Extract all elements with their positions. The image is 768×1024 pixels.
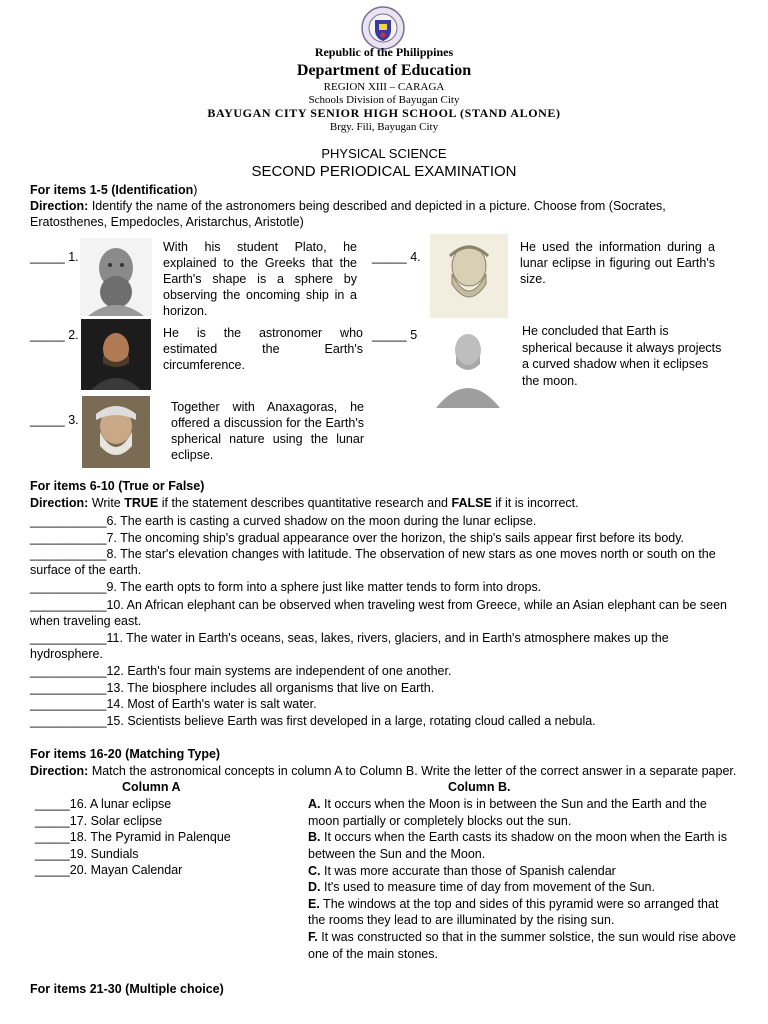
item5-blank: _____ 5: [372, 328, 418, 342]
choice-b-cont: between the Sun and the Moon.: [308, 847, 486, 861]
republic-line: Republic of the Philippines: [314, 45, 454, 59]
section1-direction: Direction: Identify the name of the astronomers being described and depicted in a picture. Choose from (Socrates,: [30, 199, 666, 213]
deped-seal-icon: [357, 6, 409, 50]
section3-direction: Direction: Match the astronomical concepts in column A to Column B. Write the letter of the correct answer in a separate paper.: [30, 764, 737, 778]
tf-item-9: ___________9. The earth opts to form into a sphere just like matter tends to form into drops.: [30, 580, 542, 594]
match-item-18: _____18. The Pyramid in Palenque: [35, 830, 231, 844]
section4-title: For items 21-30 (Multiple choice): [30, 982, 224, 996]
subject-title: PHYSICAL SCIENCE: [321, 146, 447, 161]
department-title: Department of Education: [296, 62, 472, 79]
section2-title: For items 6-10 (True or False): [30, 479, 205, 493]
tf-item-13: ___________13. The biosphere includes all organisms that live on Earth.: [30, 681, 435, 695]
choice-a: A. It occurs when the Moon is in between the Sun and the Earth and the: [308, 797, 707, 811]
match-item-19: _____19. Sundials: [35, 847, 139, 861]
region-line: REGION XIII – CARAGA: [323, 81, 445, 93]
section2-direction: Direction: Write TRUE if the statement describes quantitative research and FALSE if it is incorrect.: [30, 496, 579, 510]
tf-item-8-cont: surface of the earth.: [30, 563, 142, 577]
choice-b: B. It occurs when the Earth casts its shadow on the moon when the Earth is: [308, 830, 727, 844]
school-name: BAYUGAN CITY SENIOR HIGH SCHOOL (STAND ALONE): [207, 106, 561, 120]
tf-item-10: ___________10. An African elephant can be observed when traveling west from Greece, while an Asian elephant can be seen: [30, 598, 728, 612]
school-address: Brgy. Fili, Bayugan City: [329, 121, 439, 133]
tf-item-6: ___________6. The earth is casting a curved shadow on the moon during the lunar eclipse.: [30, 514, 537, 528]
choice-f-cont: one of the main stones.: [308, 947, 438, 961]
eratosthenes-portrait-icon: [81, 319, 151, 390]
item4-blank: _____ 4.: [372, 250, 421, 264]
item1-text: With his student Plato, he explained to the Greeks that the Earth's shape is a sphere by observing the oncoming ship in a horizon.: [163, 240, 357, 318]
item2-text: He is the astronomer who estimated the Earth's circumference.: [163, 326, 363, 372]
choice-a-cont: moon partially or completely blocks out the sun.: [308, 814, 572, 828]
item2-blank: _____ 2.: [30, 328, 79, 342]
item3-blank: _____ 3.: [30, 413, 79, 427]
match-item-17: _____17. Solar eclipse: [35, 814, 163, 828]
tf-item-10-cont: when traveling east.: [30, 614, 142, 628]
tf-item-12: ___________12. Earth's four main systems are independent of one another.: [30, 664, 452, 678]
column-a-title: Column A: [122, 780, 181, 794]
choice-c: C. It was more accurate than those of Spanish calendar: [308, 864, 616, 878]
socrates-portrait-icon: [80, 238, 152, 316]
section1-title: For items 1-5 (Identification): [30, 183, 198, 197]
aristarchus-portrait-icon: [430, 234, 508, 318]
aristotle-portrait-icon: [428, 322, 508, 408]
section1-direction-cont: Eratosthenes, Empedocles, Aristarchus, Aristotle): [30, 215, 304, 229]
division-line: Schools Division of Bayugan City: [308, 94, 460, 106]
tf-item-7: ___________7. The oncoming ship's gradual appearance over the horizon, the ship's sails appear first before its body.: [30, 531, 685, 545]
exam-title: SECOND PERIODICAL EXAMINATION: [251, 163, 517, 180]
tf-item-11: ___________11. The water in Earth's oceans, seas, lakes, rivers, glaciers, and in Earth's atmosphere makes up the: [30, 631, 669, 645]
match-item-16: _____16. A lunar eclipse: [35, 797, 172, 811]
tf-item-8: ___________8. The star's elevation changes with latitude. The observation of new stars as one moves north or south on the: [30, 547, 716, 561]
empedocles-portrait-icon: [82, 396, 150, 468]
item5-text: He concluded that Earth is spherical because it always projects a curved shadow when it eclipses the moon.: [522, 324, 722, 388]
tf-item-14: ___________14. Most of Earth's water is salt water.: [30, 697, 317, 711]
tf-item-11-cont: hydrosphere.: [30, 647, 103, 661]
match-item-20: _____20. Mayan Calendar: [35, 863, 183, 877]
section3-title: For items 16-20 (Matching Type): [30, 747, 221, 761]
choice-e: E. The windows at the top and sides of this pyramid were so arranged that: [308, 897, 719, 911]
tf-item-15: ___________15. Scientists believe Earth was first developed in a large, rotating cloud called a nebula.: [30, 714, 596, 728]
item1-blank: _____ 1.: [30, 250, 79, 264]
column-b-title: Column B.: [448, 780, 511, 794]
item4-text: He used the information during a lunar eclipse in figuring out Earth's size.: [520, 240, 715, 286]
choice-f: F. It was constructed so that in the summer solstice, the sun would rise above: [308, 930, 736, 944]
choice-d: D. It's used to measure time of day from movement of the Sun.: [308, 880, 655, 894]
choice-e-cont: the rooms they lead to are illuminated by the rising sun.: [308, 913, 615, 927]
item3-text: Together with Anaxagoras, he offered a discussion for the Earth's spherical nature using the lunar eclipse.: [171, 400, 364, 462]
